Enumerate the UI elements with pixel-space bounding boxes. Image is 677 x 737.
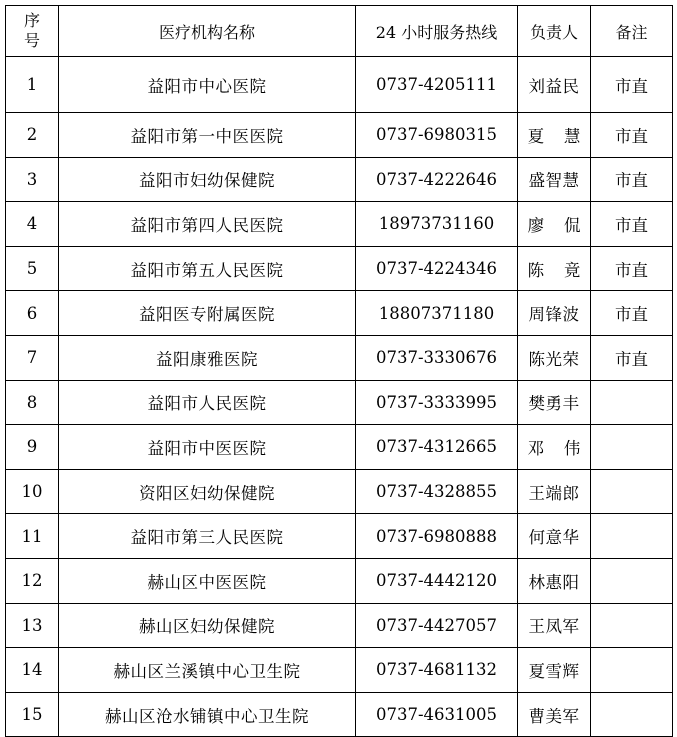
note-cell-text: 市直: [615, 126, 648, 146]
name-cell-text: 赫山区沧水铺镇中心卫生院: [105, 706, 309, 726]
phone-cell: [356, 113, 518, 158]
table-row: [6, 558, 673, 603]
phone-cell-text: 0737-6980888: [375, 526, 498, 546]
table-header-row: [6, 6, 673, 57]
name-cell: [59, 648, 356, 693]
seq-cell-text: 4: [26, 214, 38, 234]
note-cell: [591, 380, 673, 425]
seq-cell-text: 14: [21, 660, 43, 680]
seq-cell: [6, 335, 59, 380]
name-cell-text: 益阳市中心医院: [147, 76, 267, 96]
seq-cell: [6, 291, 59, 336]
table-row: [6, 202, 673, 247]
phone-cell-text: 0737-4328855: [375, 482, 498, 502]
note-cell: [591, 692, 673, 737]
table-row: [6, 469, 673, 514]
note-cell: [591, 469, 673, 514]
person-cell: [518, 514, 591, 559]
phone-cell: [356, 57, 518, 113]
person-cell-text: 王端郎: [528, 483, 580, 503]
table-row: [6, 246, 673, 291]
table-row: [6, 425, 673, 470]
table-row: [6, 291, 673, 336]
seq-cell: [6, 57, 59, 113]
seq-cell-text: 2: [26, 125, 38, 145]
seq-cell: [6, 469, 59, 514]
phone-cell-text: 0737-3330676: [375, 348, 498, 368]
name-cell: [59, 335, 356, 380]
note-cell: [591, 246, 673, 291]
header-seq: 序号: [6, 6, 59, 57]
person-cell: [518, 335, 591, 380]
person-cell-text: 夏雪辉: [528, 661, 580, 681]
person-cell: [518, 157, 591, 202]
name-cell: [59, 202, 356, 247]
phone-cell: [356, 202, 518, 247]
person-cell-text: 曹美军: [528, 706, 580, 726]
table-row: [6, 514, 673, 559]
seq-cell: [6, 692, 59, 737]
table-row: [6, 335, 673, 380]
phone-cell-text: 18807371180: [378, 303, 495, 323]
table-row: [6, 157, 673, 202]
note-cell: [591, 425, 673, 470]
name-cell-text: 资阳区妇幼保健院: [139, 483, 275, 503]
note-cell: [591, 335, 673, 380]
person-cell-text: 廖侃: [527, 215, 601, 235]
table-row: [6, 113, 673, 158]
name-cell: [59, 113, 356, 158]
name-cell-text: 益阳市第四人民医院: [130, 215, 284, 235]
name-cell-text: 益阳市第一中医医院: [130, 126, 284, 146]
phone-cell-text: 18973731160: [378, 214, 495, 234]
table-row: [6, 692, 673, 737]
person-cell: [518, 246, 601, 291]
phone-cell-text: 0737-6980315: [375, 125, 498, 145]
name-cell: [59, 380, 356, 425]
phone-cell: [356, 246, 518, 291]
name-cell-text: 益阳市妇幼保健院: [139, 171, 275, 191]
seq-cell: [6, 603, 59, 648]
phone-cell: [356, 291, 518, 336]
phone-cell-text: 0737-4205111: [375, 75, 498, 94]
phone-cell: [356, 558, 518, 603]
table-body: [6, 57, 673, 737]
seq-cell-text: 1: [26, 75, 38, 94]
note-cell: [591, 157, 673, 202]
note-cell: [591, 291, 673, 336]
name-cell-text: 赫山区妇幼保健院: [139, 617, 275, 637]
name-cell-text: 赫山区中医医院: [147, 572, 267, 592]
seq-cell: [6, 246, 59, 291]
note-cell: [591, 113, 673, 158]
seq-cell-text: 5: [26, 259, 38, 279]
phone-cell: [356, 603, 518, 648]
person-cell: [518, 57, 591, 113]
header-person: 负责人: [518, 6, 591, 57]
phone-cell-text: 0737-4631005: [375, 705, 498, 725]
name-cell: [59, 558, 356, 603]
person-cell: [518, 202, 601, 247]
person-cell: [518, 648, 591, 693]
phone-cell-text: 0737-4442120: [375, 571, 498, 591]
phone-cell: [356, 157, 518, 202]
name-cell-text: 赫山区兰溪镇中心卫生院: [113, 661, 301, 681]
phone-cell: [356, 692, 518, 737]
phone-cell-text: 0737-4427057: [375, 615, 498, 635]
seq-cell: [6, 113, 59, 158]
person-cell-text: 邓伟: [527, 438, 601, 458]
name-cell: [59, 603, 356, 648]
phone-cell: [356, 514, 518, 559]
person-cell-text: 王凤军: [528, 617, 580, 637]
table-row: [6, 603, 673, 648]
note-cell: [591, 558, 673, 603]
phone-cell-text: 0737-4224346: [375, 259, 498, 279]
person-cell-text: 陈竟: [527, 260, 601, 280]
name-cell: [59, 692, 356, 737]
phone-cell: [356, 425, 518, 470]
phone-cell-text: 0737-4312665: [375, 437, 498, 457]
person-cell-text: 林惠阳: [528, 572, 580, 592]
person-cell: [518, 380, 591, 425]
name-cell: [59, 291, 356, 336]
person-cell: [518, 425, 601, 470]
seq-cell-text: 3: [26, 169, 38, 189]
note-cell: [591, 202, 673, 247]
header-phone: 24 小时服务热线: [356, 6, 518, 57]
note-cell-text: 市直: [615, 260, 648, 280]
seq-cell-text: 7: [26, 348, 38, 368]
name-cell-text: 益阳医专附属医院: [139, 305, 275, 325]
seq-cell: [6, 425, 59, 470]
person-cell: [518, 603, 591, 648]
name-cell-text: 益阳康雅医院: [156, 349, 258, 369]
note-cell: [591, 57, 673, 113]
table-row: [6, 380, 673, 425]
seq-cell: [6, 514, 59, 559]
seq-cell-text: 8: [26, 392, 38, 412]
name-cell-text: 益阳市人民医院: [147, 394, 267, 414]
person-cell-text: 刘益民: [528, 76, 580, 96]
name-cell: [59, 157, 356, 202]
header-name: 医疗机构名称: [59, 6, 356, 57]
note-cell: [591, 514, 673, 559]
seq-cell-text: 12: [21, 571, 43, 591]
name-cell: [59, 425, 356, 470]
table-row: [6, 57, 673, 113]
person-cell: [518, 558, 591, 603]
seq-cell: [6, 202, 59, 247]
seq-cell: [6, 380, 59, 425]
hospital-hotline-table: [5, 5, 673, 737]
name-cell: [59, 469, 356, 514]
phone-cell: [356, 380, 518, 425]
person-cell: [518, 469, 591, 514]
seq-cell-text: 10: [21, 482, 43, 502]
phone-cell-text: 0737-4222646: [375, 169, 498, 189]
phone-cell: [356, 335, 518, 380]
note-cell-text: 市直: [615, 215, 648, 235]
note-cell-text: 市直: [615, 171, 648, 191]
person-cell-text: 夏慧: [527, 126, 601, 146]
name-cell: [59, 57, 356, 113]
seq-cell-text: 6: [26, 303, 38, 323]
person-cell-text: 樊勇丰: [528, 394, 580, 414]
seq-cell-text: 9: [26, 437, 38, 457]
seq-cell: [6, 648, 59, 693]
seq-cell-text: 13: [21, 615, 43, 635]
note-cell-text: 市直: [615, 76, 648, 96]
table-row: [6, 648, 673, 693]
phone-cell: [356, 648, 518, 693]
seq-cell-text: 11: [21, 526, 43, 546]
person-cell: [518, 113, 601, 158]
name-cell-text: 益阳市第三人民医院: [130, 528, 284, 548]
seq-cell: [6, 157, 59, 202]
phone-cell: [356, 469, 518, 514]
person-cell: [518, 291, 591, 336]
note-cell-text: 市直: [615, 349, 648, 369]
person-cell-text: 周锋波: [528, 305, 580, 325]
seq-cell-text: 15: [21, 705, 43, 725]
phone-cell-text: 0737-4681132: [375, 660, 498, 680]
person-cell-text: 何意华: [528, 528, 580, 548]
name-cell: [59, 514, 356, 559]
person-cell-text: 陈光荣: [528, 349, 580, 369]
name-cell-text: 益阳市第五人民医院: [130, 260, 284, 280]
person-cell: [518, 692, 591, 737]
seq-cell: [6, 558, 59, 603]
note-cell-text: 市直: [615, 305, 648, 325]
note-cell: [591, 648, 673, 693]
header-note: 备注: [591, 6, 673, 57]
name-cell: [59, 246, 356, 291]
name-cell-text: 益阳市中医医院: [147, 438, 267, 458]
phone-cell-text: 0737-3333995: [375, 392, 498, 412]
note-cell: [591, 603, 673, 648]
person-cell-text: 盛智慧: [528, 171, 580, 191]
